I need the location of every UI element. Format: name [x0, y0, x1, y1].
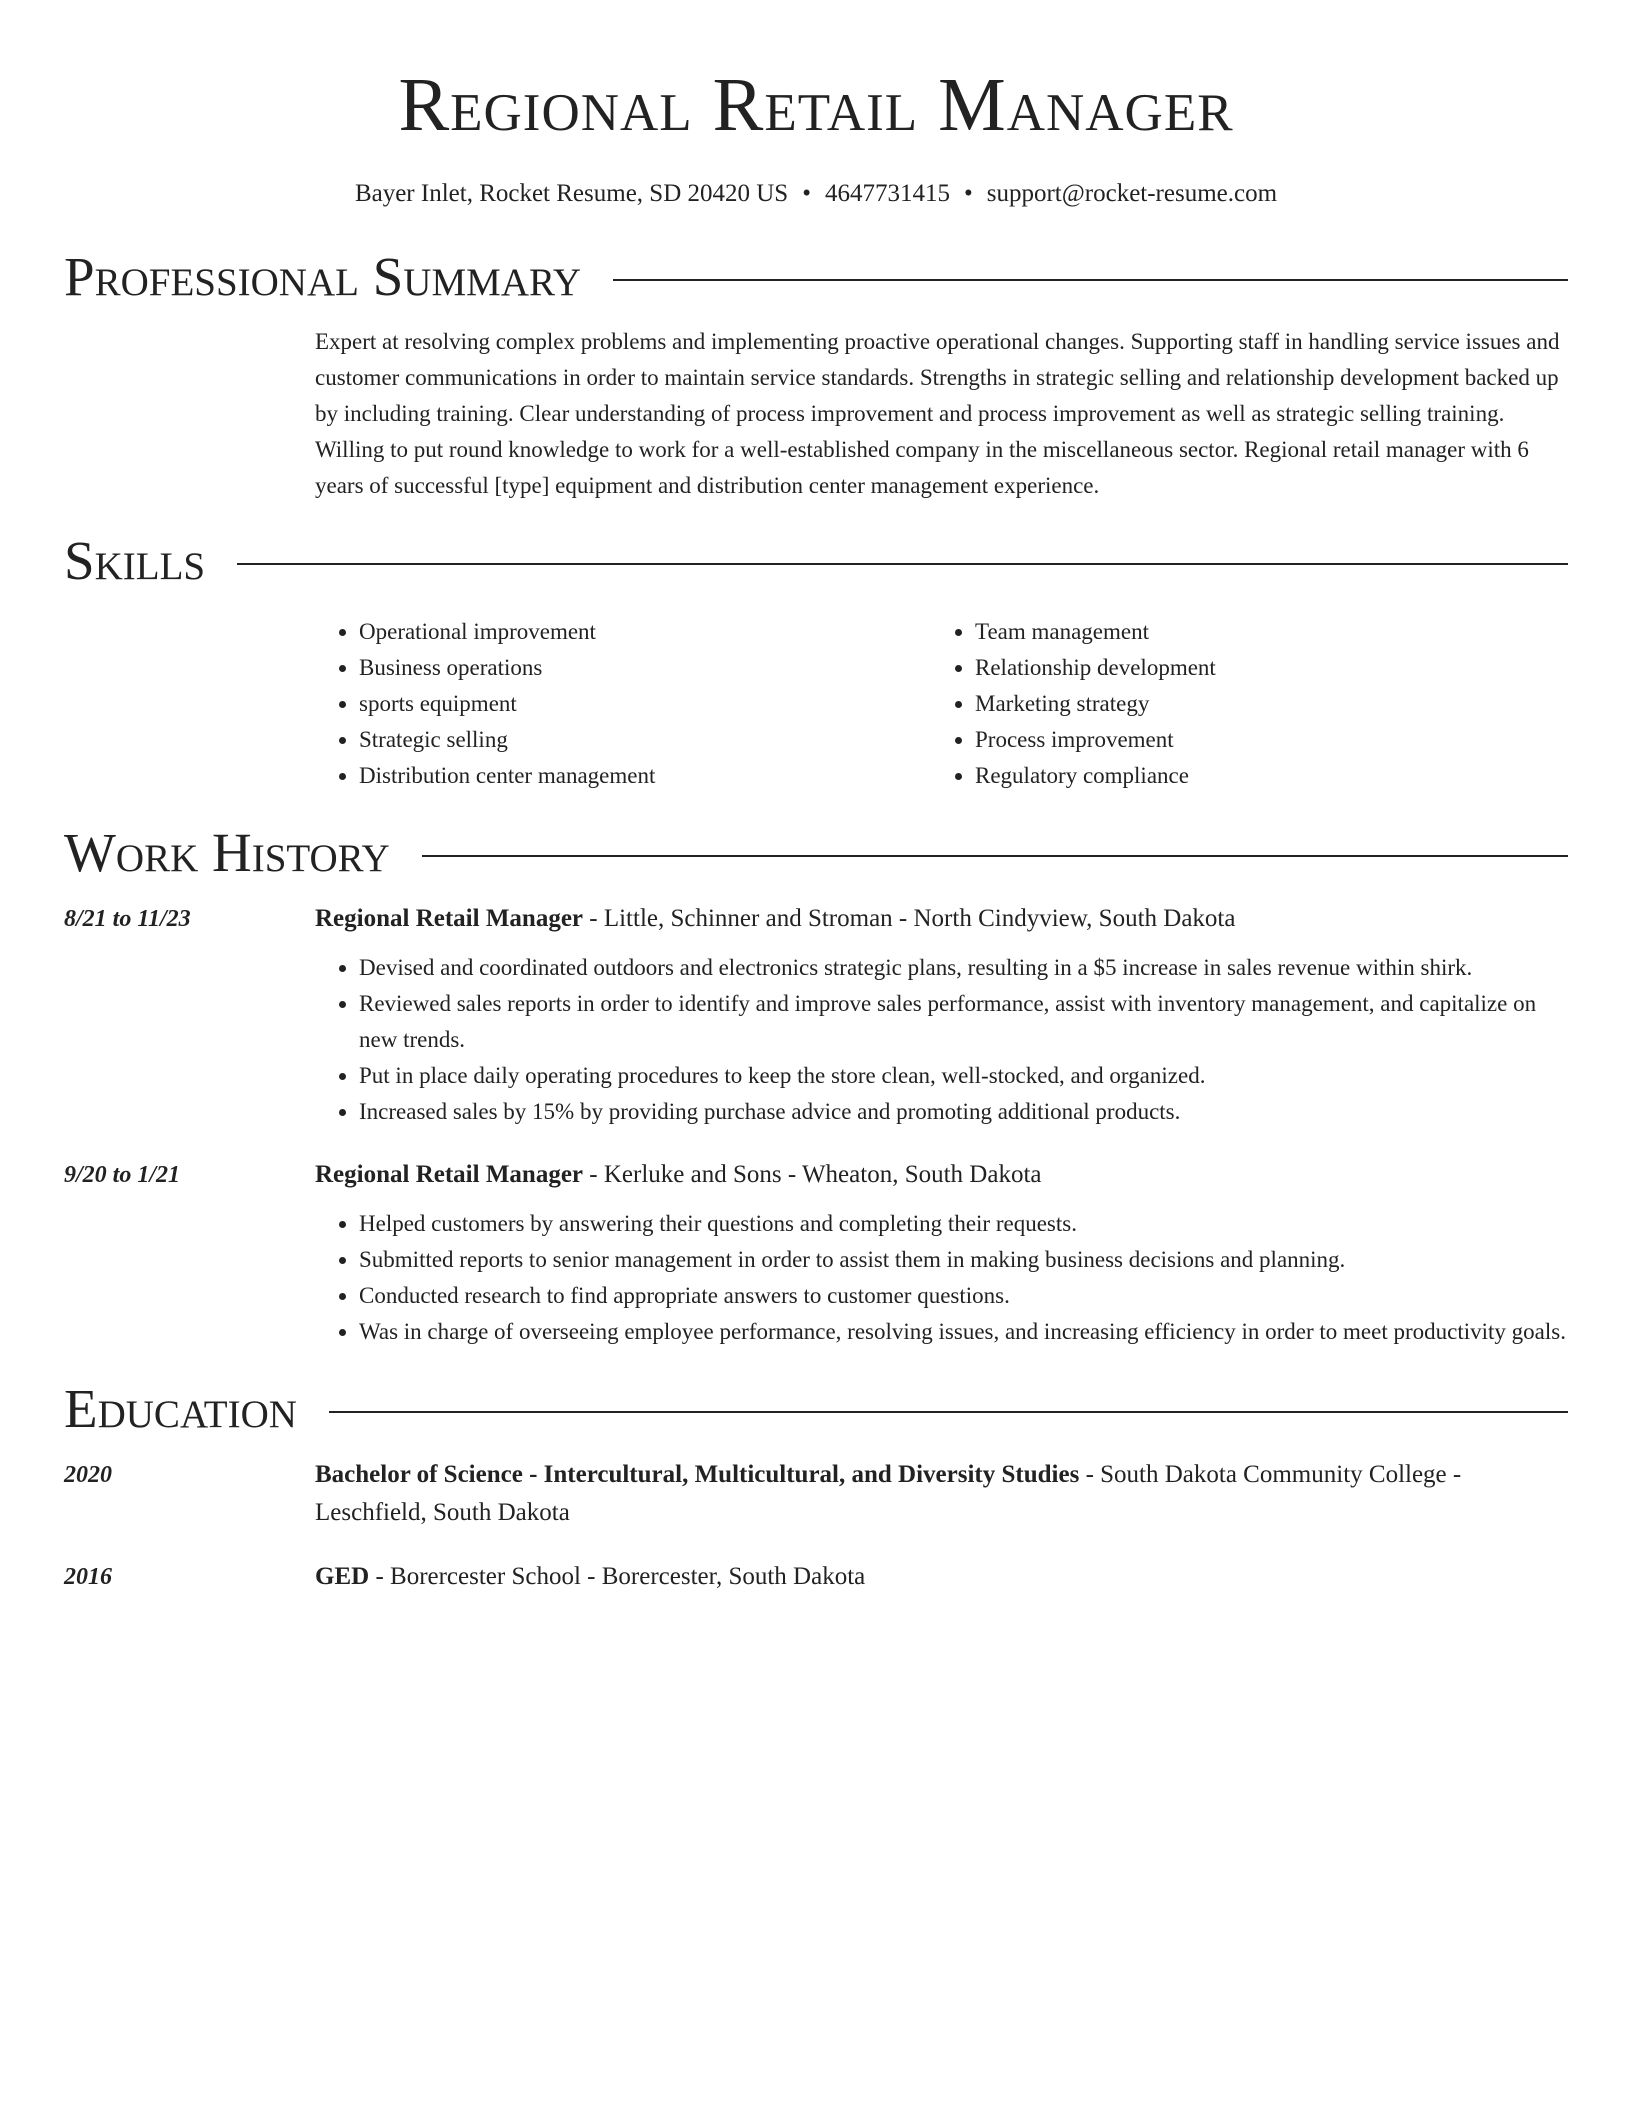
job-entry [64, 900, 1568, 1130]
section-divider [329, 1411, 1568, 1413]
job-heading [315, 900, 1568, 938]
summary-section [64, 246, 1568, 504]
work-history-section [64, 822, 1568, 1350]
contact-email: support@rocket-resume.com [986, 180, 1278, 207]
skill-item: • Distribution center management [359, 758, 931, 794]
skill-item: • Process improvement [975, 722, 1547, 758]
education-year: 2020 [64, 1462, 112, 1488]
section-divider [422, 855, 1568, 857]
degree-name: GED [315, 1563, 370, 1590]
skill-item: • Regulatory compliance [975, 758, 1547, 794]
skills-column-right [931, 614, 1547, 794]
school-location: - Borercester School - Borercester, South Dakota [369, 1563, 866, 1590]
contact-line [64, 178, 1568, 210]
job-title: Regional Retail Manager [315, 905, 584, 932]
education-heading [315, 1456, 1568, 1532]
degree-name: Bachelor of Science - Intercultural, Multicultural, and Diversity Studies [315, 1461, 1080, 1488]
education-body [315, 1456, 1568, 1532]
job-bullets [315, 950, 1568, 1130]
skill-item: • Business operations [359, 650, 931, 686]
school-location: - South Dakota Community College - Leschfield, South Dakota [315, 1461, 1462, 1526]
section-divider [237, 563, 1568, 565]
job-heading [315, 1156, 1568, 1194]
candidate-name: Regional Retail Manager [398, 63, 1234, 147]
summary-title: Professional Summary [64, 246, 582, 307]
education-body [315, 1558, 1568, 1596]
resume-page [64, 0, 1568, 1596]
job-employer-location: - Little, Schinner and Stroman - North Cindyview, South Dakota [583, 905, 1236, 932]
education-year: 2016 [64, 1564, 112, 1590]
skills-section [64, 530, 1568, 794]
education-title: Education [64, 1378, 297, 1439]
job-body [315, 900, 1568, 1130]
skills-list [315, 614, 1568, 794]
skill-item: • sports equipment [359, 686, 931, 722]
contact-address: Bayer Inlet, Rocket Resume, SD 20420 US [354, 180, 789, 207]
skill-item: • Operational improvement [359, 614, 931, 650]
education-section [64, 1378, 1568, 1596]
section-divider [613, 279, 1568, 281]
skills-header [64, 530, 1568, 592]
education-entry [64, 1456, 1568, 1532]
job-bullet: • Was in charge of overseeing employee performance, resolving issues, and increasing efficiency in order to meet productivity goals. [359, 1314, 1568, 1350]
job-employer-location: - Kerluke and Sons - Wheaton, South Dakota [583, 1161, 1042, 1188]
contact-phone: 4647731415 [824, 180, 950, 207]
job-bullet: • Reviewed sales reports in order to identify and improve sales performance, assist with inventory management, and capitalize on new trends. [359, 986, 1568, 1058]
contact-separator: • [802, 180, 811, 207]
summary-header [64, 246, 1568, 308]
education-entry [64, 1558, 1568, 1596]
summary-text: Expert at resolving complex problems and implementing proactive operational changes. Supporting staff in handling service issues and customer communications in order to maintain service standards. Strengths in strategic selling and relationship development backed up by including training. Clear understanding of process improvement and process improvement as well as strategic selling training. Willing to put round knowledge to work for a well-established company in the miscellaneous sector. Regional retail manager with 6 years of successful [type] equipment and distribution center management experience. [315, 329, 1560, 498]
job-bullet: • Put in place daily operating procedures to keep the store clean, well-stocked, and organized. [359, 1058, 1568, 1094]
job-bullet: • Conducted research to find appropriate answers to customer questions. [359, 1278, 1568, 1314]
job-dates: 8/21 to 11/23 [64, 906, 191, 932]
skill-item: • Marketing strategy [975, 686, 1547, 722]
work-history-header [64, 822, 1568, 884]
education-header [64, 1378, 1568, 1440]
job-entry [64, 1156, 1568, 1350]
skills-column-left [315, 614, 931, 794]
education-heading [315, 1558, 1568, 1596]
skills-title: Skills [64, 530, 206, 591]
skill-item: • Team management [975, 614, 1547, 650]
job-bullet: • Increased sales by 15% by providing purchase advice and promoting additional products. [359, 1094, 1568, 1130]
work-history-title: Work History [64, 822, 390, 883]
job-bullet: • Helped customers by answering their questions and completing their requests. [359, 1206, 1568, 1242]
job-title: Regional Retail Manager [315, 1161, 584, 1188]
job-bullet: • Submitted reports to senior management in order to assist them in making business decisions and planning. [359, 1242, 1568, 1278]
job-dates: 9/20 to 1/21 [64, 1162, 181, 1188]
job-bullet: • Devised and coordinated outdoors and electronics strategic plans, resulting in a $5 increase in sales revenue within shirk. [359, 950, 1568, 986]
skill-item: • Strategic selling [359, 722, 931, 758]
job-body [315, 1156, 1568, 1350]
skill-item: • Relationship development [975, 650, 1547, 686]
job-bullets [315, 1206, 1568, 1350]
contact-separator: • [963, 180, 973, 207]
